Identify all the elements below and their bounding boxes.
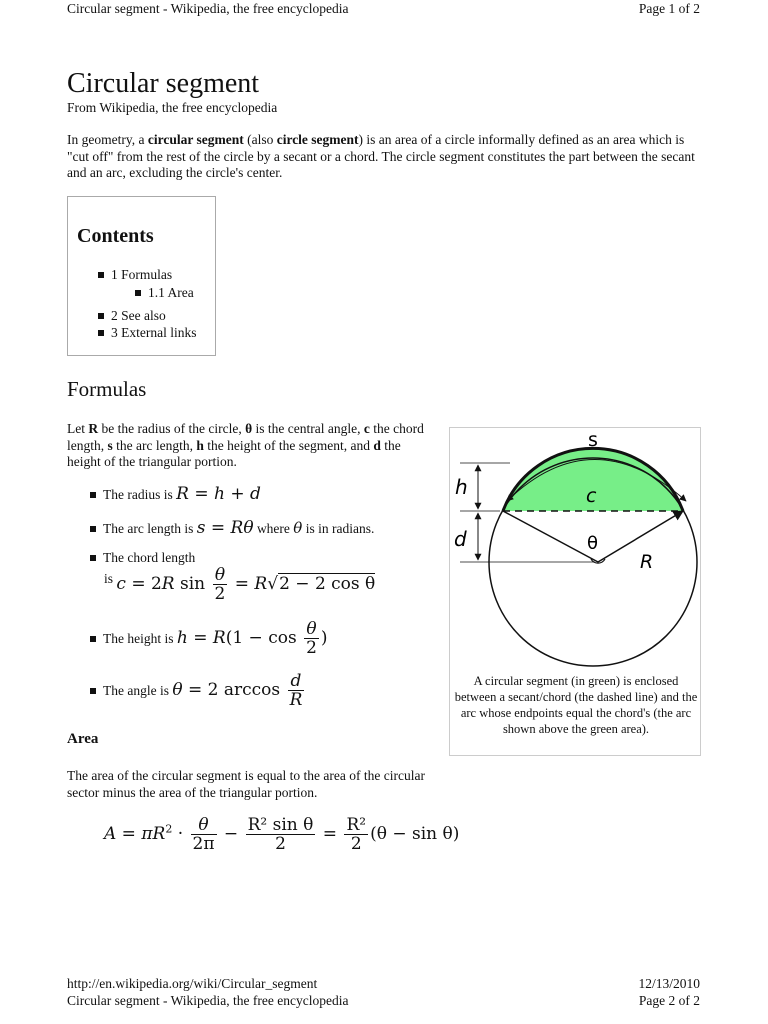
term-circular-segment: circular segment	[147, 132, 244, 147]
formula-chord-expression: is c = 2R sin $\frac{\theta}{2}$ = R√2 − 2 cos θ	[104, 565, 376, 604]
radius-left	[503, 511, 598, 562]
page-subtitle: From Wikipedia, the free encyclopedia	[67, 100, 278, 115]
formula-arc-length: The arc length is s = Rθ where θ is in radians.	[90, 518, 374, 538]
footer-url[interactable]: http://en.wikipedia.org/wiki/Circular_segment	[67, 976, 318, 991]
footer-title: Circular segment - Wikipedia, the free encyclopedia	[67, 993, 349, 1008]
segment-diagram	[450, 428, 700, 668]
toc-item-see-also[interactable]: 2 See also	[98, 308, 166, 324]
area-formula: $A = \pi R^2$ · $\frac{\theta}{2\pi}$ − $\frac{\text{R² sin θ}}{2}$ = $\frac{\text{R²}}{2}$ (θ − sin θ)	[104, 815, 460, 854]
page-title: Circular segment	[67, 68, 260, 99]
table-of-contents	[67, 196, 216, 356]
formula-radius: The radius is R = h + d	[90, 484, 261, 504]
formulas-intro: Let R be the radius of the circle, θ is the central angle, c the chord length, s the arc length, h the height of the segment, and d the height of the triangular portion.	[67, 421, 424, 469]
print-header-page: Page 1 of 2	[638, 1, 700, 16]
figure-caption: A circular segment (in green) is enclosed between a secant/chord (the dashed line) and the arc whose endpoints equal the chord's (the arc shown above the green area).	[454, 674, 698, 736]
print-header-title: Circular segment - Wikipedia, the free encyclopedia	[67, 1, 349, 16]
label-theta: θ	[587, 533, 599, 554]
footer-date: 12/13/2010	[638, 976, 700, 991]
label-h: h	[455, 475, 468, 499]
area-heading: Area	[67, 731, 99, 747]
footer-page: Page 2 of 2	[638, 993, 700, 1008]
label-R: R	[640, 551, 654, 573]
segment-figure	[449, 427, 701, 756]
formula-height: The height is h = R(1 − cos $\frac{\theta}{2}$ )	[90, 620, 328, 657]
label-s: s	[588, 429, 598, 451]
intro-paragraph: In geometry, a circular segment (also circle segment) is an area of a circle informally defined as an area which is "cut off" from the rest of the circle by a secant or a chord. The circle segment constitutes the part between the secant and an arc, excluding the circle's center.	[67, 132, 695, 180]
toc-title: Contents	[77, 225, 154, 247]
toc-item-external-links[interactable]: 3 External links	[98, 325, 196, 341]
formula-chord-length: The chord length	[90, 550, 195, 566]
formulas-heading: Formulas	[67, 377, 147, 401]
label-d: d	[454, 527, 467, 551]
label-c: c	[586, 485, 597, 507]
term-circle-segment: circle segment	[276, 132, 359, 147]
toc-item-area[interactable]: 1.1 Area	[135, 285, 194, 301]
area-paragraph: The area of the circular segment is equal to the area of the circular sector minus the area of the triangular portion.	[67, 768, 425, 800]
formula-angle: The angle is θ = 2 arccos $\frac{d}{R}$	[90, 672, 306, 709]
toc-item-formulas[interactable]: 1 Formulas	[98, 267, 172, 283]
